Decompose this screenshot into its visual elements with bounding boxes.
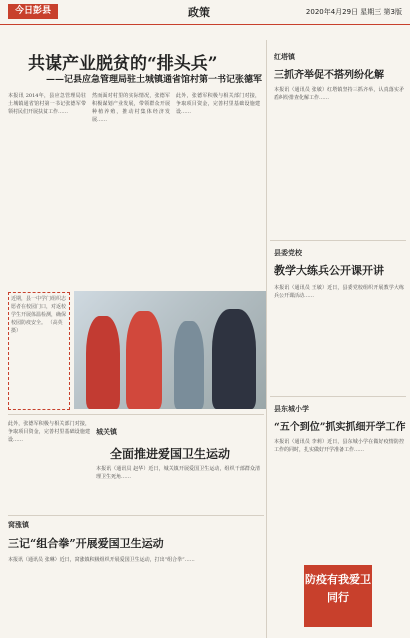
lead-body-col3: 此外，张德军积极与相关部门对接，争取项目资金，完善村里基础设施建设…… bbox=[176, 93, 260, 115]
right1-body: 本报讯（通讯员 张敏）红塔镇坚持三抓齐举，认真落实矛盾纠纷排查化解工作…… bbox=[274, 87, 404, 101]
divider bbox=[8, 515, 264, 516]
promo-banner: 防疫有我爱卫同行 bbox=[304, 565, 372, 627]
mid-body: 本报讯（通讯员 赵华）近日，城关镇开展爱国卫生运动，组织干部群众清理卫生死角…… bbox=[96, 466, 260, 480]
right3-body: 本报讯（通讯员 李莉）近日，县东城小学在做好疫情防控工作的同时，扎实做好开学准备工作…… bbox=[274, 439, 404, 453]
mid-kicker: 城关镇 bbox=[96, 427, 117, 436]
page-header bbox=[0, 0, 410, 25]
bottom-headline: 三记“组合拳”开展爱国卫生运动 bbox=[8, 537, 164, 550]
right1-kicker: 红塔镇 bbox=[274, 52, 295, 61]
caption-author: （高英 摄） bbox=[11, 320, 63, 334]
photo-caption bbox=[8, 292, 70, 410]
bottom-body: 本报讯（通讯员 张琳）近日，窝涨镇积极组织开展爱国卫生运动，打出“组合拳”…… bbox=[8, 557, 195, 563]
divider bbox=[270, 240, 406, 241]
section-title: 政策 bbox=[188, 6, 210, 19]
right2-body: 本报讯（通讯员 王敏）近日，县委党校组织开展教学大练兵公开课活动…… bbox=[274, 285, 404, 299]
caption-continued: 此外，张德军积极与相关部门对接，争取项目资金，完善村里基础设施建设…… bbox=[8, 421, 90, 443]
lead-headline: 共谋产业脱贫的“排头兵” bbox=[28, 54, 218, 74]
news-photo bbox=[74, 291, 266, 409]
right1-headline: 三抓齐举促不搭列纷化解 bbox=[274, 70, 384, 81]
newspaper-logo: 今日彭县 bbox=[8, 4, 58, 19]
lead-body-col1: 本报讯 2014年，县应急管理局驻土城镇通省馆村第一书记张德军带领村民们开展扶贫工作…… bbox=[8, 93, 86, 115]
issue-date: 2020年4月29日 星期三 第3版 bbox=[305, 8, 402, 16]
photo-figure-1 bbox=[86, 316, 120, 409]
right2-kicker: 县委党校 bbox=[274, 248, 302, 257]
lead-subheadline: ——记县应急管理局驻土城镇通省馆村第一书记张德军 bbox=[46, 75, 263, 85]
lead-body-col2: 然而面对村里的实际情况，张德军积极谋划产业发展，带领群众开展种植养殖，推动村集体经济发展…… bbox=[92, 93, 170, 123]
caption-text: 近期，县一中学门组织志愿者在校园门口，对返校学生开展体温检测，确保校园防疫安全。 bbox=[11, 296, 67, 326]
column-divider bbox=[266, 40, 267, 638]
photo-figure-4 bbox=[212, 309, 256, 409]
mid-headline: 全面推进爱国卫生运动 bbox=[110, 447, 231, 461]
photo-figure-3 bbox=[174, 321, 204, 409]
divider bbox=[270, 396, 406, 397]
right3-kicker: 县东城小学 bbox=[274, 404, 309, 413]
right2-headline: 教学大练兵公开课开讲 bbox=[274, 264, 384, 277]
right3-headline: “五个到位”抓实抓细开学工作 bbox=[274, 422, 406, 433]
divider bbox=[8, 414, 264, 415]
bottom-kicker: 窝涨镇 bbox=[8, 520, 29, 529]
photo-figure-2 bbox=[126, 311, 162, 409]
